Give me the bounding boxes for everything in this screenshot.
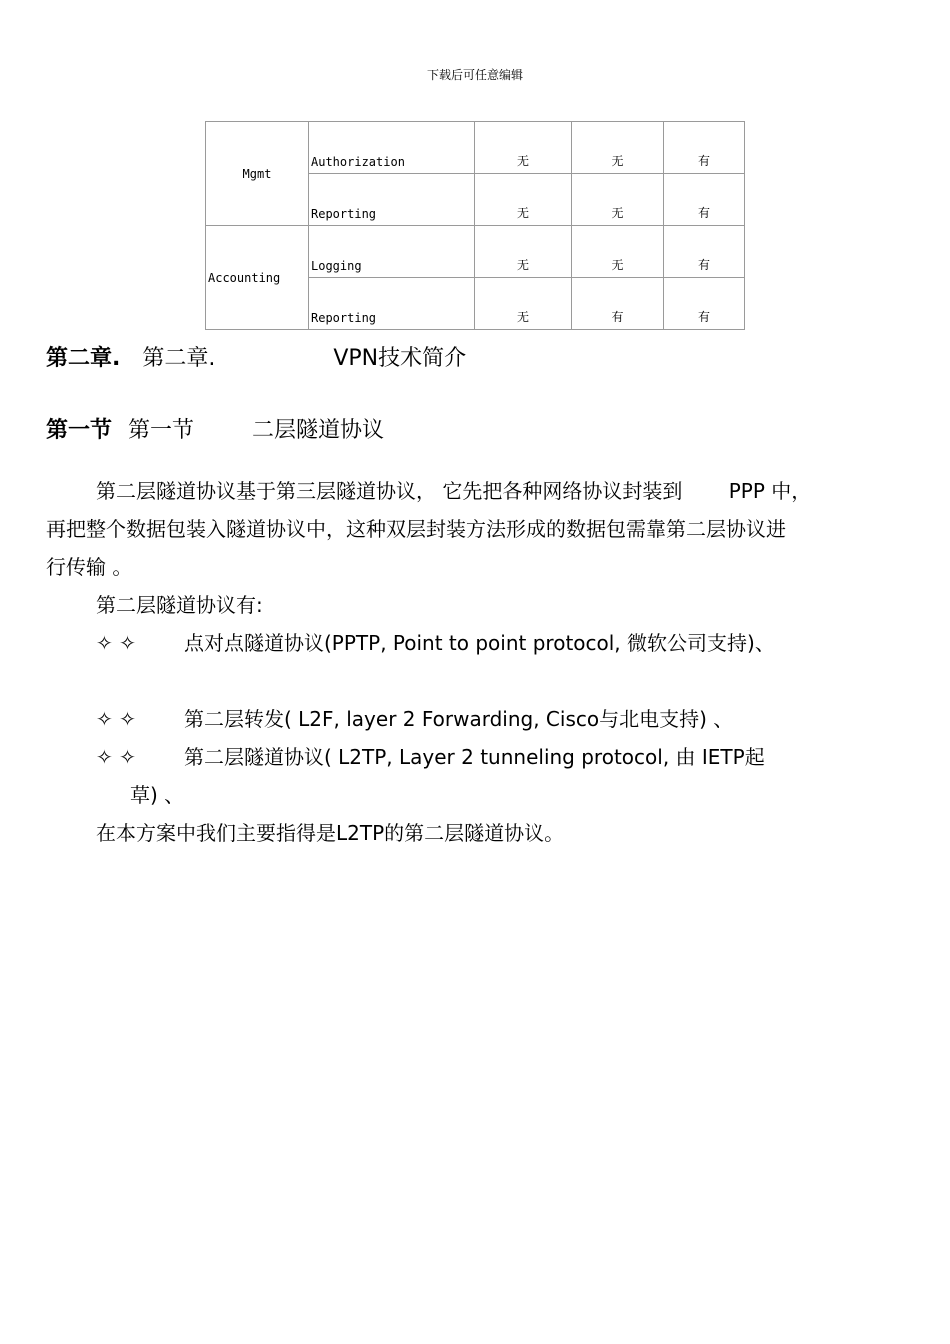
- value-cell: 有: [664, 278, 745, 330]
- page-header-note: 下载后可任意编辑: [426, 68, 523, 82]
- list-item: [96, 624, 775, 662]
- value-cell: 无: [572, 174, 664, 226]
- value-cell: 有: [664, 226, 745, 278]
- value-cell: 有: [572, 278, 664, 330]
- list-intro: 第二层隧道协议有:: [96, 593, 263, 617]
- value-cell: 无: [572, 226, 664, 278]
- paragraph-line: 再把整个数据包装入隧道协议中，这种双层封装方法形成的数据包需靠第二层协议进: [46, 517, 786, 541]
- sparkle-bullet-icon: ✧ ✧: [96, 745, 136, 769]
- list-item-text: 第二层转发( L2F, layer 2 Forwarding, Cisco与北电支持) 、: [184, 707, 734, 731]
- list-item-text: 点对点隧道协议(PPTP, Point to point protocol, 微软公司支持)、: [184, 631, 775, 655]
- paragraph-line: 第二层隧道协议基于第三层隧道协议， 它先把各种网络协议封装到 PPP 中，: [96, 479, 812, 503]
- value-cell: 无: [475, 174, 572, 226]
- table-row: [206, 122, 745, 174]
- value-cell: 无: [475, 122, 572, 174]
- group-cell: Accounting: [206, 226, 309, 330]
- list-item-continuation: 草) 、: [130, 783, 185, 807]
- sparkle-bullet-icon: ✧ ✧: [96, 707, 136, 731]
- sparkle-bullet-icon: ✧ ✧: [96, 631, 136, 655]
- value-cell: 有: [664, 122, 745, 174]
- list-item: [96, 700, 733, 738]
- chapter-number: 第二章.: [46, 346, 121, 371]
- section-number: 第一节: [46, 418, 113, 443]
- list-item: [96, 738, 765, 776]
- list-item-text: 第二层隧道协议( L2TP, Layer 2 tunneling protocol, 由 IETP起: [184, 745, 765, 769]
- feature-table: [205, 121, 745, 330]
- closing-sentence: 在本方案中我们主要指得是L2TP的第二层隧道协议。: [96, 821, 565, 845]
- item-cell: Reporting: [309, 174, 475, 226]
- group-cell: Mgmt: [206, 122, 309, 226]
- value-cell: 无: [475, 226, 572, 278]
- intro-paragraph: [46, 472, 916, 586]
- item-cell: Reporting: [309, 278, 475, 330]
- table-row: [206, 226, 745, 278]
- chapter-title: VPN技术简介: [333, 346, 467, 371]
- section-number-repeat: 第一节: [128, 418, 195, 443]
- section-heading: [46, 413, 384, 444]
- section-title: 二层隧道协议: [252, 418, 385, 443]
- chapter-heading: [46, 341, 466, 372]
- paragraph-line: 行传输 。: [46, 555, 133, 579]
- chapter-number-repeat: 第二章.: [142, 346, 216, 371]
- value-cell: 无: [475, 278, 572, 330]
- item-cell: Authorization: [309, 122, 475, 174]
- value-cell: 无: [572, 122, 664, 174]
- value-cell: 有: [664, 174, 745, 226]
- item-cell: Logging: [309, 226, 475, 278]
